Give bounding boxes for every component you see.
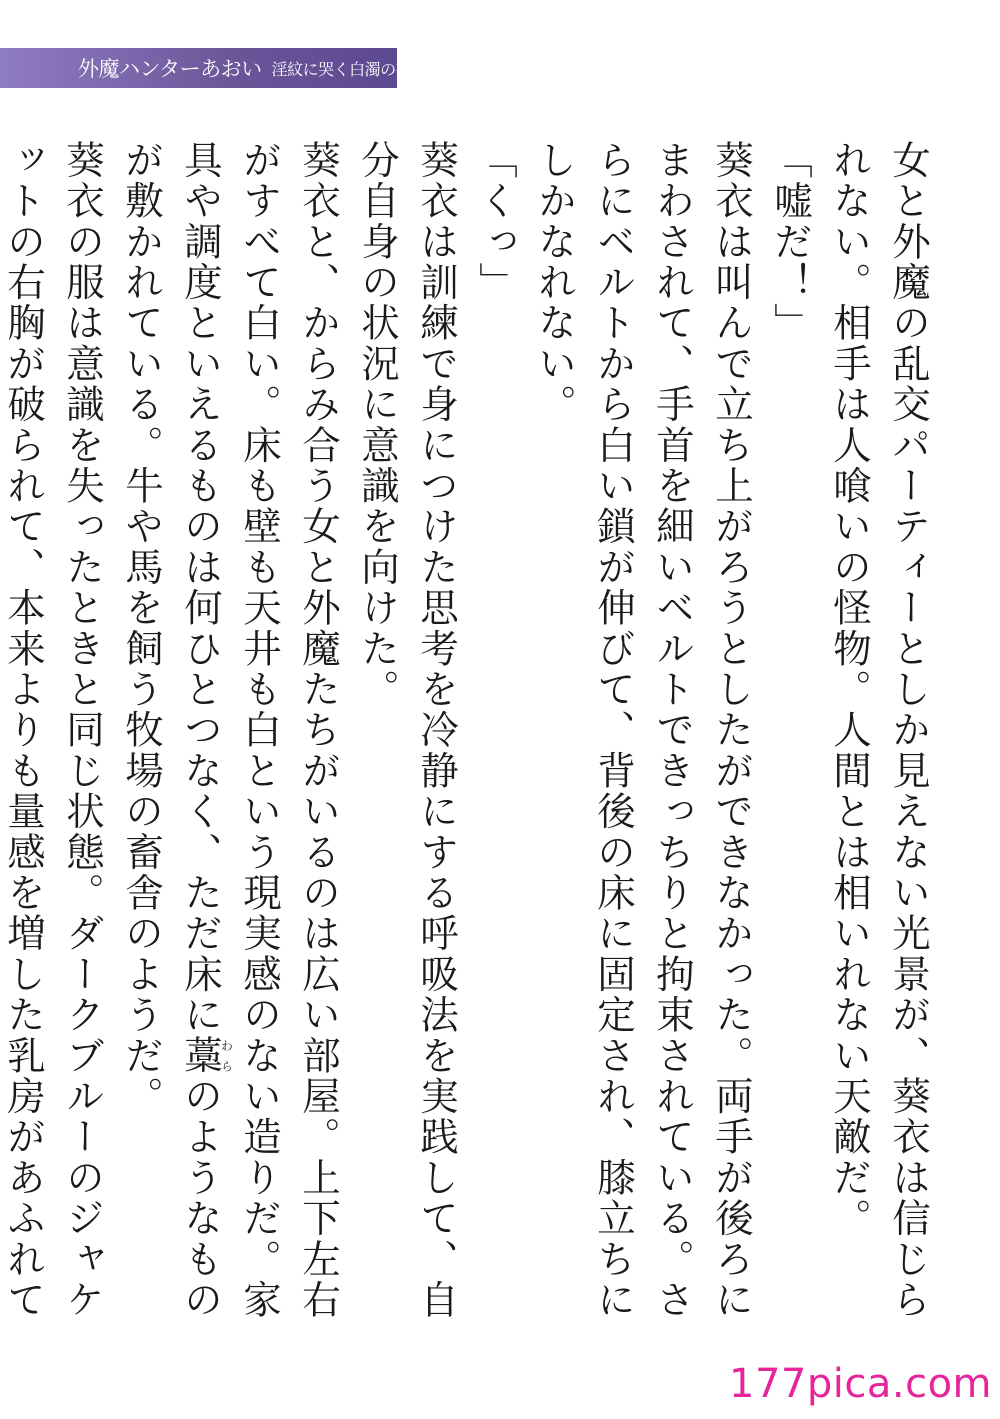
running-header: [0, 48, 412, 88]
dialogue-line: 「嘘だ！」: [768, 140, 813, 344]
paragraph-text-before-ruby: 葵衣と、からみ合う女と外魔たちがいるのは広い部屋。上下左右がすべて白い。床も壁も天井も白という現実感のない造りだ。家具や調度といえるものは何ひとつなく、ただ床に: [178, 140, 341, 1321]
book-title: 外魔ハンターあおい: [78, 57, 262, 81]
paragraph: 葵衣は訓練で身につけた思考を冷静にする呼吸法を実践して、自分自身の状況に意識を向けた。: [355, 140, 459, 1321]
vertical-body-text: [0, 140, 938, 1360]
dialogue-line: 「くっ」: [473, 140, 518, 303]
book-subtitle: 淫紋に哭く白濁の夜: [271, 59, 412, 79]
watermark-text: 177pica.com: [729, 1361, 992, 1407]
paragraph-text-after-ruby: のようなものが敷かれている。牛や馬を飼う牧場の畜舎のようだ。: [119, 140, 223, 1321]
ruby-reading: わら: [219, 1035, 234, 1077]
paragraph: 葵衣は叫んで立ち上がろうとしたができなかった。両手が後ろにまわされて、手首を細いベルトできっちりと拘束されている。さらにベルトから白い鎖が伸びて、背後の床に固定され、膝立ちにしかなれない。: [532, 140, 754, 1321]
ruby-word: [178, 1035, 234, 1077]
ruby-base: 藁: [178, 1035, 223, 1077]
paragraph: 葵衣の服は意識を失ったときと同じ状態。ダークブルーのジャケットの右胸が破られて、本来よりも量感を増した乳房があふれて: [1, 140, 105, 1321]
paragraph-with-ruby: [112, 140, 348, 1360]
paragraph: 女と外魔の乱交パーティーとしか見えない光景が、葵衣は信じられない。相手は人喰いの怪物。人間とは相いれない天敵だ。: [827, 140, 931, 1321]
